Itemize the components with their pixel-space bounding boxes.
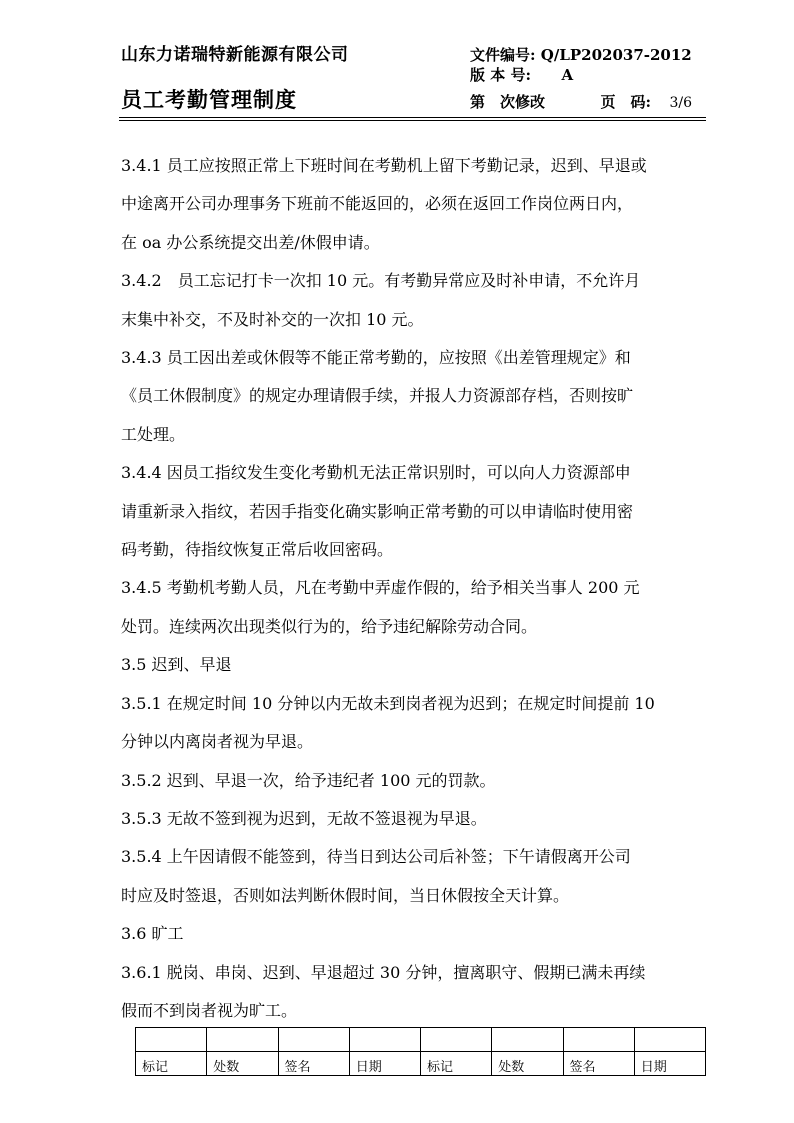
document-body	[121, 147, 721, 1030]
body-line: 3.4.4 因员工指纹发生变化考勤机无法正常识别时，可以向人力资源部申	[121, 463, 631, 483]
body-line: 3.5.3 无故不签到视为迟到，无故不签退视为早退。	[121, 808, 487, 828]
revision-label: 第 次修改	[470, 93, 546, 111]
signature-cell	[349, 1028, 420, 1052]
body-line: 处罚。连续两次出现类似行为的，给予违纪解除劳动合同。	[121, 616, 538, 636]
body-line: 3.4.3 员工因出差或休假等不能正常考勤的，应按照《出差管理规定》和	[121, 348, 631, 368]
body-line: 码考勤，待指纹恢复正常后收回密码。	[121, 540, 394, 560]
body-line: 请重新录入指纹，若因手指变化确实影响正常考勤的可以申请临时使用密	[121, 501, 634, 521]
doc-number-label: 文件编号:	[470, 46, 536, 64]
body-line: 工处理。	[121, 424, 186, 444]
page-label: 页 码:	[600, 93, 652, 111]
date-label: 日期	[349, 1052, 420, 1076]
signature-cell	[421, 1028, 492, 1052]
version-label: 版 本 号:	[470, 66, 531, 84]
body-line: 3.4.2 员工忘记打卡一次扣 10 元。有考勤异常应及时补申请，不允许月	[121, 271, 641, 291]
signature-cell	[136, 1028, 207, 1052]
body-line: 3.4.5 考勤机考勤人员，凡在考勤中弄虚作假的，给予相关当事人 200 元	[121, 578, 640, 598]
sign-label: 签名	[278, 1052, 349, 1076]
signature-cell	[278, 1028, 349, 1052]
body-line: 在 oa 办公系统提交出差/休假申请。	[121, 232, 380, 252]
body-line: 3.5.2 迟到、早退一次，给予违纪者 100 元的罚款。	[121, 770, 496, 790]
signature-table	[135, 1027, 706, 1076]
section-heading: 3.6 旷工	[121, 924, 184, 944]
header-rule	[119, 117, 706, 118]
body-line: 3.5.4 上午因请假不能签到，待当日到达公司后补签；下午请假离开公司	[121, 847, 631, 867]
body-line: 分钟以内离岗者视为早退。	[121, 732, 314, 752]
signature-cell	[207, 1028, 278, 1052]
version-row	[470, 64, 573, 85]
body-line: 假而不到岗者视为旷工。	[121, 1000, 298, 1020]
revision-row	[470, 91, 692, 112]
count-label: 处数	[492, 1052, 563, 1076]
signature-cell	[634, 1028, 705, 1052]
document-title: 员工考勤管理制度	[121, 87, 297, 112]
doc-number: Q/LP202037-2012	[540, 46, 692, 64]
signature-blank-row	[136, 1028, 706, 1052]
date-label: 日期	[634, 1052, 705, 1076]
mark-label: 标记	[421, 1052, 492, 1076]
sign-label: 签名	[563, 1052, 634, 1076]
body-line: 末集中补交，不及时补交的一次扣 10 元。	[121, 309, 424, 329]
signature-label-row	[136, 1052, 706, 1076]
signature-cell	[563, 1028, 634, 1052]
doc-number-row	[470, 44, 692, 65]
page-number: 3/6	[669, 95, 693, 111]
header-rule-inner	[119, 120, 706, 121]
section-heading: 3.5 迟到、早退	[121, 655, 232, 675]
body-line: 3.5.1 在规定时间 10 分钟以内无故未到岗者视为迟到；在规定时间提前 10	[121, 693, 655, 713]
version-value: A	[561, 66, 574, 84]
mark-label: 标记	[136, 1052, 207, 1076]
signature-cell	[492, 1028, 563, 1052]
company-name: 山东力诺瑞特新能源有限公司	[121, 45, 349, 65]
body-line: 3.4.1 员工应按照正常上下班时间在考勤机上留下考勤记录，迟到、早退或	[121, 156, 647, 175]
body-line: 中途离开公司办理事务下班前不能返回的，必须在返回工作岗位两日内，	[121, 194, 634, 214]
body-line: 时应及时签退，否则如法判断休假时间，当日休假按全天计算。	[121, 885, 570, 905]
body-line: 3.6.1 脱岗、串岗、迟到、早退超过 30 分钟，擅离职守、假期已满未再续	[121, 962, 646, 982]
body-line: 《员工休假制度》的规定办理请假手续，并报人力资源部存档，否则按旷	[121, 386, 634, 406]
count-label: 处数	[207, 1052, 278, 1076]
